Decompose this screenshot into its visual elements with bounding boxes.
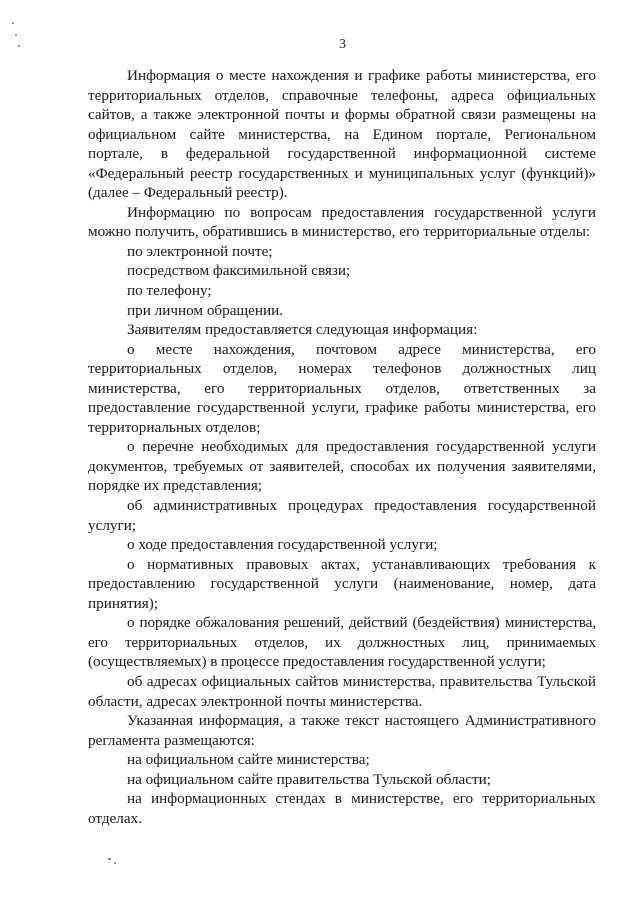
list-item-location-contacts: о месте нахождения, почтовом адресе министерства, его территориальных отделов, номерах телефонов должностных лиц министерства, его территориальных отделов, ответственных за предоставление государственной услуги, графике работы министерства, его территориальных отделов; — [88, 340, 596, 436]
list-item-appeals: о порядке обжалования решений, действий (бездействия) министерства, его территориальных отделов, их должностных лиц, принимаемых (осуществляемых) в процессе предоставления государственной услуги; — [88, 614, 596, 671]
list-item-government-site: на официальном сайте правительства Тульской области; — [127, 770, 492, 788]
scan-artifact — [15, 34, 17, 36]
list-item-email: по электронной почте; — [127, 242, 273, 260]
paragraph-info-location: Информация о месте нахождения и графике работы министерства, его территориальных отделов, справочные телефоны, адреса официальных сайтов, а также электронной почты и формы обратной связи размещены на официальном сайте министерства, на Едином портале, Региональном портале, в федеральной государственной информационной системе «Федеральный реестр государственных и муниципальных услуг (функций)» (далее – Федеральный реестр). — [88, 67, 596, 202]
scan-artifact — [12, 22, 14, 24]
list-item-ministry-site: на официальном сайте министерства; — [127, 751, 370, 769]
paragraph-applicant-info: Заявителям предоставляется следующая информация: — [127, 321, 478, 339]
list-item-documents: о перечне необходимых для предоставления государственной услуги документов, требуемых от заявителей, способах их получения заявителями, порядке их представления; — [88, 438, 596, 495]
paragraph-info-channels: Информацию по вопросам предоставления государственной услуги можно получить, обратившись в министерство, его территориальные отделы: — [88, 203, 596, 241]
paragraph-publication: Указанная информация, а также текст настоящего Административного регламента размещаются: — [88, 712, 596, 749]
page-number: 3 — [339, 37, 346, 52]
list-item-progress: о ходе предоставления государственной услуги; — [127, 536, 438, 554]
list-item-websites: об адресах официальных сайтов министерства, правительства Тульской области, адресах электронной почты министерства. — [88, 672, 596, 710]
scan-artifact — [114, 862, 116, 864]
list-item-fax: посредством факсимильной связи; — [127, 262, 351, 280]
document-body — [88, 66, 596, 828]
list-item-legal-acts: о нормативных правовых актах, устанавливающих требования к предоставлению государственной услуги (наименование, номер, дата принятия); — [88, 555, 596, 612]
scan-artifact — [108, 858, 111, 860]
list-item-info-stands: на информационных стендах в министерстве, его территориальных отделах. — [88, 790, 596, 827]
list-item-in-person: при личном обращении. — [127, 301, 284, 319]
list-item-phone: по телефону; — [127, 282, 212, 300]
list-item-procedures: об административных процедурах предоставления государственной услуги; — [88, 497, 596, 534]
